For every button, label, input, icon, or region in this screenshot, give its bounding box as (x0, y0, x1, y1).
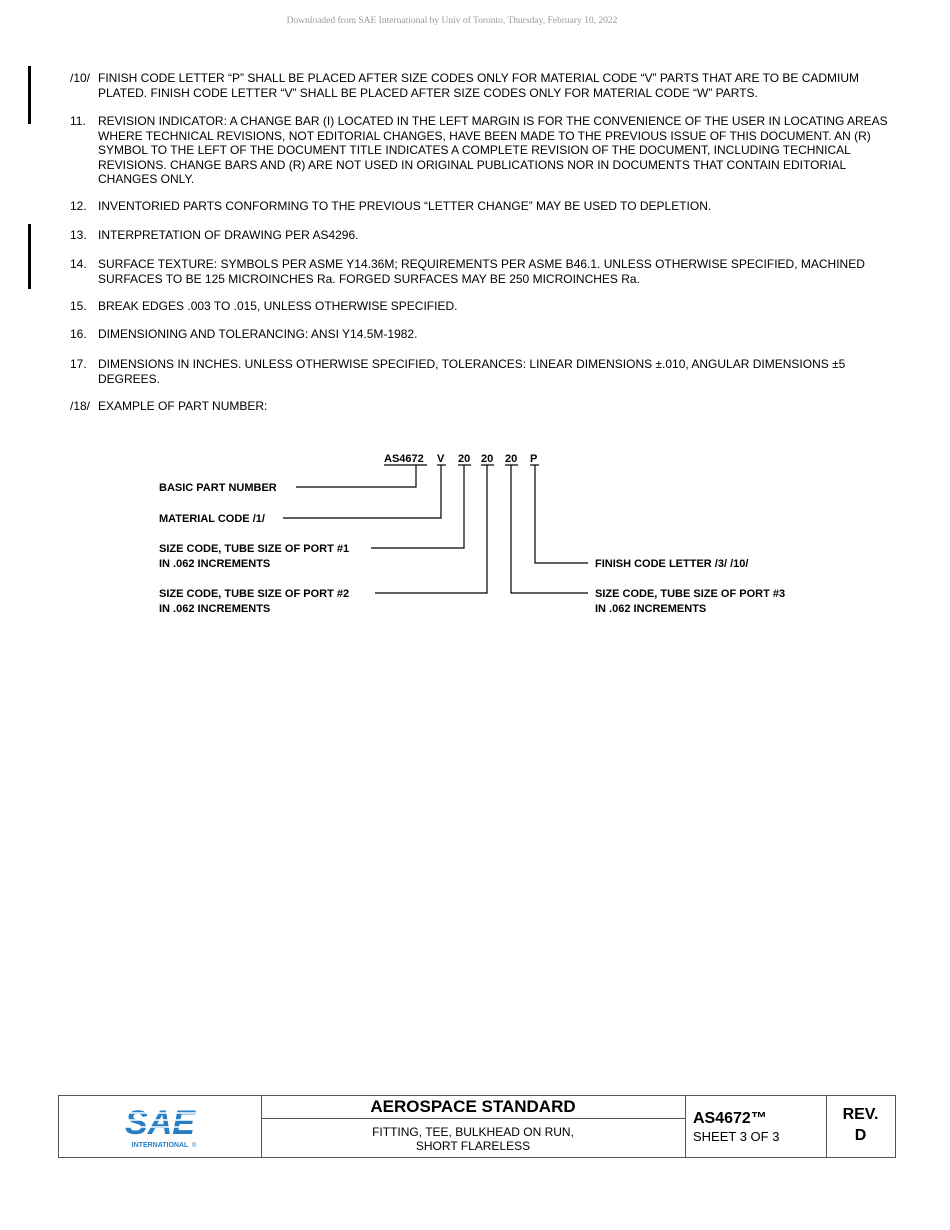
note-15 (70, 299, 900, 314)
label-finish-code: FINISH CODE LETTER /3/ /10/ (595, 558, 749, 570)
part-segment-material: V (437, 453, 445, 465)
sae-logo-subtitle: INTERNATIONAL (131, 1142, 189, 1149)
note-text: SURFACE TEXTURE: SYMBOLS PER ASME Y14.36M; REQUIREMENTS PER ASME B46.1. UNLESS OTHERWISE SPECIFIED, MACHINED SURFACES TO BE 125 MICROINCHES Ra. FORGED SURFACES MAY BE 250 MICROINCHES Ra. (98, 257, 865, 286)
note-number: 14. (70, 257, 87, 271)
leader-lines (283, 465, 588, 593)
description-line: SHORT FLARELESS (415, 1139, 531, 1153)
note-number: 15. (70, 299, 87, 313)
note-13 (70, 228, 900, 243)
title-cell (261, 1096, 686, 1157)
revision-value: D (854, 1127, 867, 1144)
note-10 (70, 71, 900, 100)
logo-cell (59, 1096, 262, 1157)
note-17 (70, 357, 900, 386)
note-text: INVENTORIED PARTS CONFORMING TO THE PREVIOUS “LETTER CHANGE” MAY BE USED TO DEPLETION. (98, 199, 712, 213)
document-number-cell (685, 1096, 827, 1157)
revision-cell (826, 1096, 895, 1157)
label-port1-line2: IN .062 INCREMENTS (159, 558, 271, 570)
label-port2-line1: SIZE CODE, TUBE SIZE OF PORT #2 (159, 588, 350, 600)
note-number: 11. (70, 114, 86, 128)
note-number: /18/ (70, 399, 91, 413)
document-description (261, 1119, 685, 1153)
sae-logo-registered: ® (192, 1143, 197, 1149)
title-block (58, 1095, 896, 1158)
part-segment-finish: P (530, 453, 538, 465)
note-number: 13. (70, 228, 87, 242)
note-11 (70, 114, 900, 187)
sae-logo-mark: SAE (125, 1104, 195, 1142)
note-number: 17. (70, 357, 87, 371)
note-14 (70, 257, 900, 286)
sae-logo (59, 1096, 261, 1157)
standard-type: AEROSPACE STANDARD (261, 1096, 685, 1119)
label-material-code: MATERIAL CODE /1/ (159, 513, 265, 525)
label-port2-line2: IN .062 INCREMENTS (159, 603, 271, 615)
note-text: DIMENSIONS IN INCHES. UNLESS OTHERWISE SPECIFIED, TOLERANCES: LINEAR DIMENSIONS ±.010, ANGULAR DIMENSIONS ±5 DEGREES. (98, 357, 846, 386)
note-text: INTERPRETATION OF DRAWING PER AS4296. (98, 228, 359, 242)
part-segment-port1: 20 (458, 453, 471, 465)
part-segment-basic: AS4672 (384, 453, 424, 465)
download-watermark: Downloaded from SAE International by Univ of Toronto, Thursday, February 10, 2022 (286, 16, 618, 26)
note-text: BREAK EDGES .003 TO .015, UNLESS OTHERWISE SPECIFIED. (98, 299, 458, 313)
revision-label: REV. (842, 1106, 879, 1123)
note-text: REVISION INDICATOR: A CHANGE BAR (I) LOCATED IN THE LEFT MARGIN IS FOR THE CONVENIENCE OF THE USER IN LOCATING AREAS WHERE TECHNICAL REVISIONS, NOT EDITORIAL CHANGES, HAVE BEEN MADE TO THE PREVIOUS ISSUE OF THIS DOCUMENT. AN (R) SYMBOL TO THE LEFT OF THE DOCUMENT TITLE INDICATES A COMPLETE REVISION OF THE DOCUMENT, INCLUDING TECHNICAL REVISIONS. CHANGE BARS AND (R) ARE NOT USED IN ORIGINAL PUBLICATIONS NOR IN DOCUMENTS THAT CONTAIN EDITORIAL CHANGES ONLY. (98, 114, 888, 186)
change-bar (28, 66, 31, 124)
note-16 (70, 327, 900, 342)
note-12 (70, 199, 900, 214)
part-number-diagram (0, 445, 950, 645)
sheet-number: SHEET 3 OF 3 (693, 1129, 780, 1144)
part-segment-port3: 20 (505, 453, 518, 465)
label-port3-line2: IN .062 INCREMENTS (595, 603, 707, 615)
label-port3-line1: SIZE CODE, TUBE SIZE OF PORT #3 (595, 588, 786, 600)
note-text: EXAMPLE OF PART NUMBER: (98, 399, 268, 413)
label-basic-part-number: BASIC PART NUMBER (159, 482, 277, 494)
note-18 (70, 399, 900, 414)
note-text: DIMENSIONING AND TOLERANCING: ANSI Y14.5M-1982. (98, 327, 418, 341)
note-number: /10/ (70, 71, 91, 85)
document-number: AS4672™ (693, 1110, 767, 1127)
note-number: 16. (70, 327, 87, 341)
change-bar (28, 224, 31, 289)
note-number: 12. (70, 199, 87, 213)
description-line: FITTING, TEE, BULKHEAD ON RUN, (372, 1125, 574, 1139)
label-port1-line1: SIZE CODE, TUBE SIZE OF PORT #1 (159, 543, 350, 555)
part-segment-port2: 20 (481, 453, 494, 465)
note-text: FINISH CODE LETTER “P” SHALL BE PLACED AFTER SIZE CODES ONLY FOR MATERIAL CODE “V” PARTS THAT ARE TO BE CADMIUM PLATED. FINISH CODE LETTER “V” SHALL BE PLACED AFTER SIZE CODES ONLY FOR MATERIAL CODE “W” PARTS. (98, 71, 860, 100)
